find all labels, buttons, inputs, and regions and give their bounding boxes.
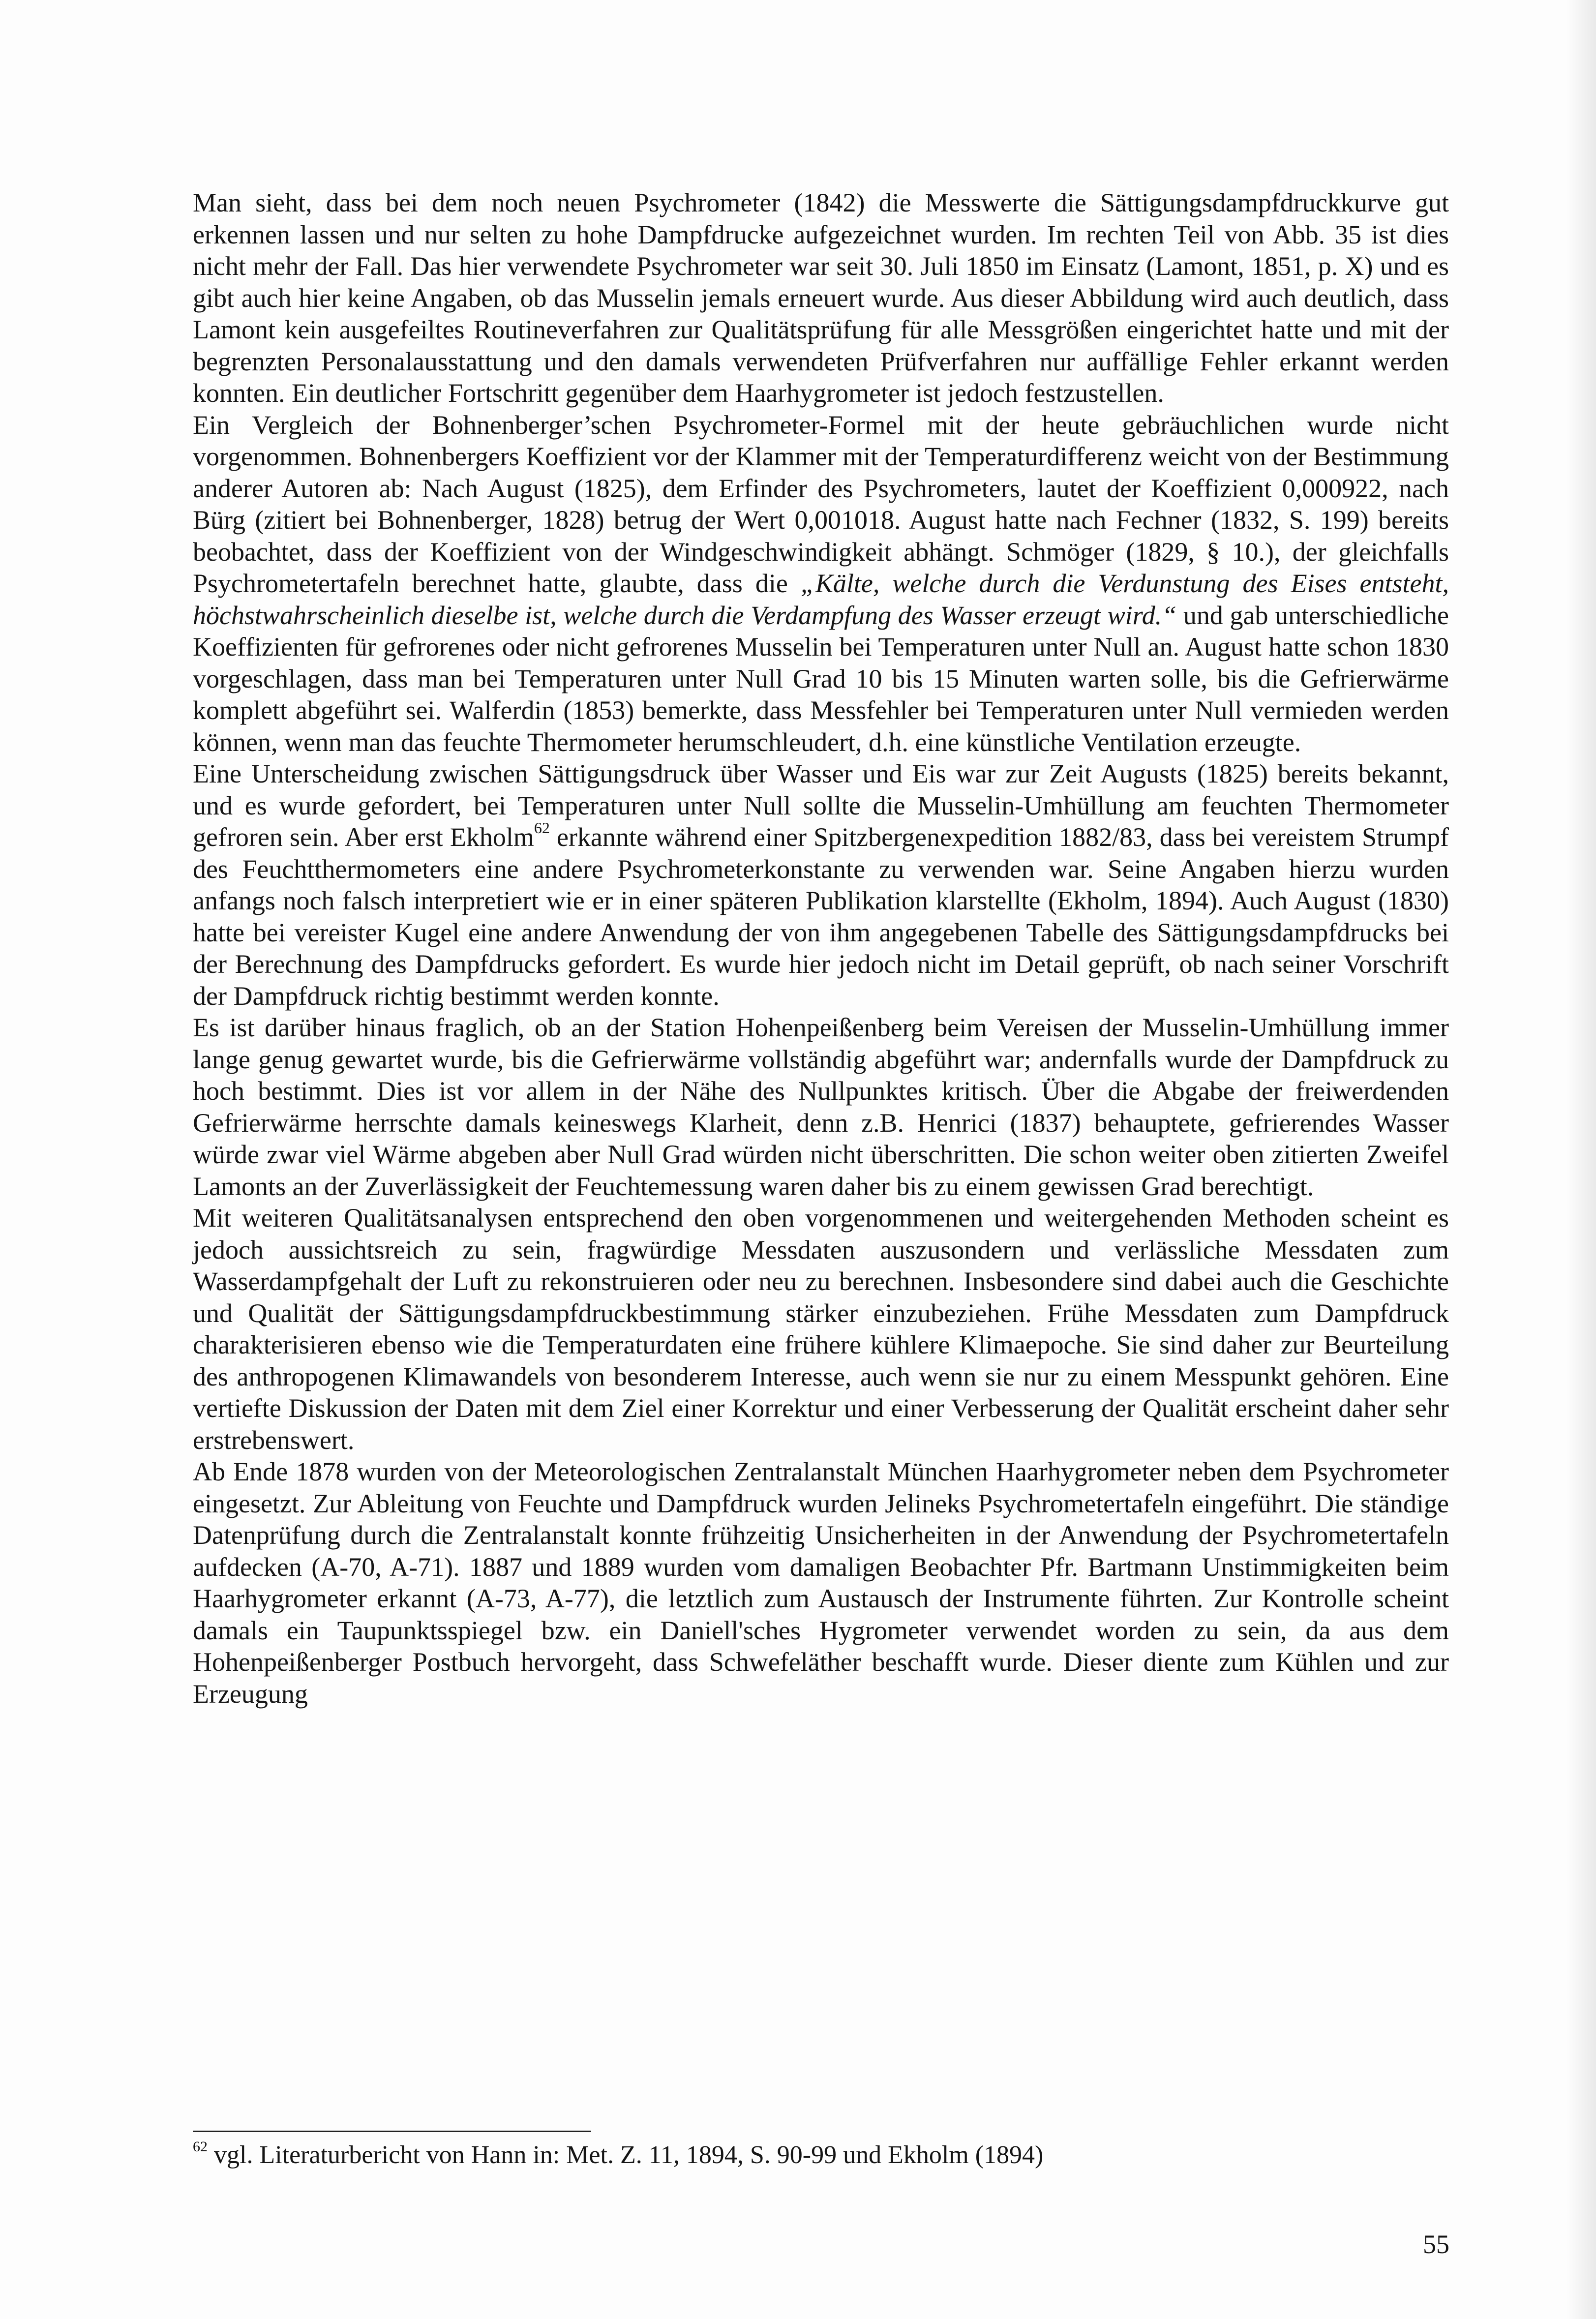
body-text — [193, 187, 1449, 1710]
paragraph-text: Eine Unterscheidung zwischen Sättigungsdruck über Wasser und Eis war zur Zeit Augusts (1825) bereits bekannt, und es wurde gefordert, bei Temperaturen unter Null sollte die Musselin-Umhüllung am feuchten Thermometer gefroren sein. Aber erst Ekholm — [193, 759, 1449, 852]
page-number: 55 — [1423, 2229, 1449, 2259]
paragraph — [193, 409, 1449, 758]
paragraph — [193, 187, 1449, 409]
italic-quote: „Kälte, welche durch die Verdunstung des Eises entsteht, höchstwahrscheinlich dieselbe ist, welche durch die Verdampfung des Wasser erzeugt wird.“ — [193, 569, 1449, 630]
footnote-reference[interactable]: 62 — [534, 819, 550, 837]
paragraph — [193, 1456, 1449, 1710]
footnote — [193, 2140, 1449, 2170]
paragraph-text: Mit weiteren Qualitätsanalysen entsprechend den oben vorgenommenen und weitergehenden Methoden scheint es jedoch aussichtsreich zu sein, fragwürdige Messdaten auszusondern und verlässliche Messdaten zum Wasserdampfgehalt der Luft zu rekonstruieren oder neu zu berechnen. Insbesondere sind dabei auch die Geschichte und Qualität der Sättigungsdampfdruckbestimmung stärker einzubeziehen. Frühe Messdaten zum Dampfdruck charakterisieren ebenso wie die Temperaturdaten eine frühere kühlere Klimaepoche. Sie sind daher zur Beurteilung des anthropogenen Klimawandels von besonderem Interesse, auch wenn sie nur zu einem Messpunkt gehören. Eine vertiefte Diskussion der Daten mit dem Ziel einer Korrektur und einer Verbesserung der Qualität erscheint daher sehr erstrebenswert. — [193, 1203, 1449, 1455]
footnote-text: vgl. Literaturbericht von Hann in: Met. Z. 11, 1894, S. 90-99 und Ekholm (1894) — [208, 2141, 1044, 2169]
page-edge-shadow — [1566, 0, 1596, 2319]
paragraph-text: Es ist darüber hinaus fraglich, ob an der Station Hohenpeißenberg beim Vereisen der Musselin-Umhüllung immer lange genug gewartet wurde, bis die Gefrierwärme vollständig abgeführt war; andernfalls wurde der Dampfdruck zu hoch bestimmt. Dies ist vor allem in der Nähe des Nullpunktes kritisch. Über die Abgabe der freiwerdenden Gefrierwärme herrschte damals keineswegs Klarheit, denn z.B. Henrici (1837) behauptete, gefrierendes Wasser würde zwar viel Wärme abgeben aber Null Grad würden nicht überschritten. Die schon weiter oben zitierten Zweifel Lamonts an der Zuverlässigkeit der Feuchtemessung waren daher bis zu einem gewissen Grad berechtigt. — [193, 1013, 1449, 1201]
paragraph — [193, 1012, 1449, 1202]
paragraph — [193, 1202, 1449, 1456]
paragraph — [193, 758, 1449, 1012]
paragraph-text: und gab unterschiedliche Koeffizienten für gefrorenes oder nicht gefrorenes Musselin bei Temperaturen unter Null an. August hatte schon 1830 vorgeschlagen, dass man bei Temperaturen unter Null Grad 10 bis 15 Minuten warten solle, bis die Gefrierwärme komplett abgeführt sei. Walferdin (1853) bemerkte, dass Messfehler bei Temperaturen unter Null vermieden werden können, wenn man das feuchte Thermometer herumschleudert, d.h. eine künstliche Ventilation erzeugte. — [193, 600, 1449, 757]
footnote-number: 62 — [193, 2138, 208, 2155]
paragraph-text: Ein Vergleich der Bohnenberger’schen Psychrometer-Formel mit der heute gebräuchlichen wurde nicht vorgenommen. Bohnenbergers Koeffizient vor der Klammer mit der Temperaturdifferenz weicht von der Bestimmung anderer Autoren ab: Nach August (1825), dem Erfinder des Psychrometers, lautet der Koeffizient 0,000922, nach Bürg (zitiert bei Bohnenberger, 1828) betrug der Wert 0,001018. August hatte nach Fechner (1832, S. 199) bereits beobachtet, dass der Koeffizient von der Windgeschwindigkeit abhängt. Schmöger (1829, § 10.), der gleichfalls Psychrometertafeln berechnet hatte, glaubte, dass die — [193, 410, 1449, 598]
paragraph-text: Man sieht, dass bei dem noch neuen Psychrometer (1842) die Messwerte die Sättigungsdampfdruckkurve gut erkennen lassen und nur selten zu hohe Dampfdrucke aufgezeichnet wurden. Im rechten Teil von Abb. 35 ist dies nicht mehr der Fall. Das hier verwendete Psychrometer war seit 30. Juli 1850 im Einsatz (Lamont, 1851, p. X) und es gibt auch hier keine Angaben, ob das Musselin jemals erneuert wurde. Aus dieser Abbildung wird auch deutlich, dass Lamont kein ausgefeiltes Routineverfahren zur Qualitätsprüfung für alle Messgrößen eingerichtet hatte und mit der begrenzten Personalausstattung und den damals verwendeten Prüfverfahren nur auffällige Fehler erkannt werden konnten. Ein deutlicher Fortschritt gegenüber dem Haarhygrometer ist jedoch festzustellen. — [193, 188, 1449, 408]
paragraph-text: erkannte während einer Spitzbergenexpedition 1882/83, dass bei vereistem Strumpf des Feuchtthermometers eine andere Psychrometerkonstante zu verwenden war. Seine Angaben hierzu wurden anfangs noch falsch interpretiert wie er in einer späteren Publikation klarstellte (Ekholm, 1894). Auch August (1830) hatte bei vereister Kugel eine andere Anwendung der von ihm angegebenen Tabelle des Sättigungsdampfdrucks bei der Berechnung des Dampfdrucks gefordert. Es wurde hier jedoch nicht im Detail geprüft, ob nach seiner Vorschrift der Dampfdruck richtig bestimmt werden konnte. — [193, 822, 1449, 1011]
footnote-divider — [193, 2131, 591, 2132]
paragraph-text: Ab Ende 1878 wurden von der Meteorologischen Zentralanstalt München Haarhygrometer neben dem Psychrometer eingesetzt. Zur Ableitung von Feuchte und Dampfdruck wurden Jelineks Psychrometertafeln eingeführt. Die ständige Datenprüfung durch die Zentralanstalt konnte frühzeitig Unsicherheiten in der Anwendung der Psychrometertafeln aufdecken (A-70, A-71). 1887 und 1889 wurden vom damaligen Beobachter Pfr. Bartmann Unstimmigkeiten beim Haarhygrometer erkannt (A-73, A-77), die letztlich zum Austausch der Instrumente führten. Zur Kontrolle scheint damals ein Taupunktsspiegel bzw. ein Daniell'sches Hygrometer verwendet worden zu sein, da aus dem Hohenpeißenberger Postbuch hervorgeht, dass Schwefeläther beschafft wurde. Dieser diente zum Kühlen und zur Erzeugung — [193, 1457, 1449, 1709]
